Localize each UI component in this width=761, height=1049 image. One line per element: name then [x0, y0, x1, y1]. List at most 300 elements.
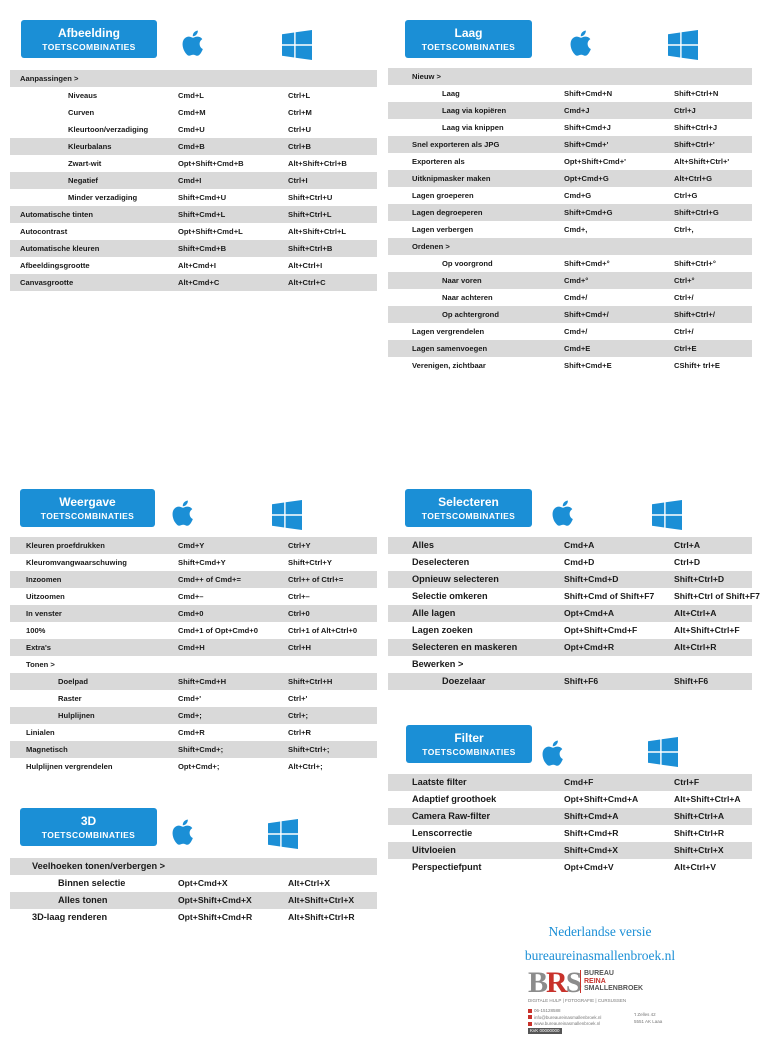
shortcut-label: Doelpad: [58, 677, 88, 686]
shortcut-label: Tonen >: [26, 660, 55, 669]
shortcut-label: Aanpassingen >: [20, 74, 79, 83]
section-title: Selecteren: [438, 495, 499, 509]
mac-shortcut: Shift+Cmd+G: [564, 208, 613, 217]
section-filter: [388, 725, 752, 876]
section-selecteren: [388, 489, 760, 690]
shortcut-row: [10, 155, 377, 172]
windows-shortcut: Alt+Ctrl+R: [674, 642, 717, 652]
mac-shortcut: Shift+Cmd+A: [564, 811, 619, 821]
shortcut-label: Automatische kleuren: [20, 244, 100, 253]
shortcut-row: [388, 68, 752, 85]
shortcut-label: Selecteren en maskeren: [412, 642, 518, 652]
shortcut-label: Veelhoeken tonen/verbergen >: [32, 861, 166, 871]
apple-logo-icon: [170, 499, 194, 527]
windows-shortcut: Shift+Ctrl+U: [288, 193, 333, 202]
shortcut-row: [388, 622, 752, 639]
windows-shortcut: Ctrl+U: [288, 125, 311, 134]
shortcut-row: [10, 274, 377, 291]
windows-shortcut: Shift+Ctrl+D: [674, 574, 725, 584]
shortcut-label: Extra's: [26, 643, 52, 652]
section-badge: [20, 808, 157, 846]
mac-shortcut: Shift+Cmd+B: [178, 244, 227, 253]
shortcut-label: Uitzoomen: [26, 592, 65, 601]
windows-shortcut: Ctrl+0: [288, 609, 310, 618]
shortcut-row: [10, 223, 377, 240]
shortcut-row: [10, 537, 377, 554]
windows-shortcut: Ctrl+L: [288, 91, 311, 100]
shortcut-row: [10, 690, 377, 707]
section-badge: [406, 725, 532, 763]
shortcut-label: Canvasgrootte: [20, 278, 74, 287]
shortcut-row: [388, 272, 752, 289]
mac-shortcut: Opt+Shift+Cmd+A: [564, 794, 639, 804]
windows-shortcut: Shift+F6: [674, 676, 709, 686]
windows-shortcut: Ctrl+': [288, 694, 308, 703]
windows-shortcut: Alt+Ctrl+A: [674, 608, 717, 618]
windows-shortcut: Shift+Ctrl+/: [674, 310, 715, 319]
shortcut-table: [388, 774, 752, 876]
windows-shortcut: Shift+Ctrl+X: [674, 845, 724, 855]
shortcut-label: Lagen samenvoegen: [412, 344, 488, 353]
section-subtitle: TOETSCOMBINATIES: [40, 511, 135, 521]
windows-shortcut: Ctrl+M: [288, 108, 312, 117]
shortcut-row: [388, 289, 752, 306]
shortcut-label: Autocontrast: [20, 227, 68, 236]
windows-shortcut: Alt+Ctrl+;: [288, 762, 323, 771]
shortcut-table: [10, 70, 377, 291]
mac-shortcut: Cmd+Y: [178, 541, 205, 550]
shortcut-label: Kleurtoon/verzadiging: [68, 125, 149, 134]
mac-shortcut: Shift+Cmd+': [564, 140, 609, 149]
mac-shortcut: Shift+F6: [564, 676, 599, 686]
section-badge: [405, 489, 532, 527]
windows-shortcut: Ctrl+D: [674, 557, 701, 567]
shortcut-row: [388, 537, 752, 554]
mac-shortcut: Shift+Cmd+E: [564, 361, 612, 370]
shortcut-label: Minder verzadiging: [68, 193, 138, 202]
windows-logo-icon: [652, 500, 682, 530]
shortcut-row: [10, 673, 377, 690]
windows-shortcut: Ctrl+H: [288, 643, 311, 652]
shortcut-row: [388, 340, 752, 357]
shortcut-row: [388, 306, 752, 323]
shortcut-label: Deselecteren: [412, 557, 470, 567]
section-title: 3D: [80, 814, 97, 828]
shortcut-label: Bewerken >: [412, 659, 464, 669]
windows-shortcut: Ctrl+G: [674, 191, 698, 200]
windows-shortcut: Alt+Ctrl+G: [674, 174, 712, 183]
mac-shortcut: Opt+Shift+Cmd+X: [178, 895, 252, 905]
windows-shortcut: Ctrl+/: [674, 293, 694, 302]
shortcut-table: [10, 537, 377, 775]
windows-shortcut: Ctrl+–: [288, 592, 310, 601]
shortcut-label: Alles: [412, 540, 434, 550]
shortcut-row: [10, 554, 377, 571]
apple-logo-icon: [180, 29, 204, 57]
shortcut-label: Laatste filter: [412, 777, 467, 787]
windows-shortcut: Shift+Ctrl+B: [288, 244, 333, 253]
windows-shortcut: Alt+Shift+Ctrl+B: [288, 159, 347, 168]
shortcut-label: Raster: [58, 694, 82, 703]
globe-icon: [528, 1022, 532, 1026]
windows-shortcut: Shift+Ctrl+°: [674, 259, 716, 268]
shortcut-label: Kleurbalans: [68, 142, 112, 151]
shortcut-label: Uitvloeien: [412, 845, 456, 855]
shortcut-row: [388, 639, 752, 656]
shortcut-row: [388, 571, 752, 588]
windows-shortcut: Shift+Ctrl+L: [288, 210, 332, 219]
mac-shortcut: Shift+Cmd of Shift+F7: [564, 591, 655, 601]
brand-name-line: REINA: [584, 977, 606, 985]
shortcut-row: [388, 842, 752, 859]
brand-mark: BRS: [528, 966, 581, 999]
shortcut-label: Verenigen, zichtbaar: [412, 361, 486, 370]
mac-shortcut: Cmd+M: [178, 108, 206, 117]
shortcut-label: Afbeeldingsgrootte: [20, 261, 90, 270]
windows-shortcut: Ctrl+E: [674, 344, 697, 353]
shortcut-row: [388, 808, 752, 825]
shortcut-label: 100%: [26, 626, 46, 635]
shortcut-label: Hulplijnen: [58, 711, 95, 720]
section-title: Laag: [454, 26, 483, 40]
mac-shortcut: Opt+Cmd+R: [564, 642, 615, 652]
mac-shortcut: Cmd+/: [564, 293, 588, 302]
shortcut-row: [10, 206, 377, 223]
windows-shortcut: Shift+Ctrl+A: [674, 811, 725, 821]
windows-shortcut: Alt+Ctrl+V: [674, 862, 717, 872]
mac-shortcut: Cmd+I: [178, 176, 202, 185]
brand-name-line: BUREAU: [584, 970, 614, 977]
mac-shortcut: Cmd+/: [564, 327, 588, 336]
shortcut-label: Negatief: [68, 176, 98, 185]
section-title: Weergave: [59, 495, 116, 509]
phone-number: 06-15128588: [534, 1008, 561, 1013]
mac-shortcut: Shift+Cmd+Y: [178, 558, 226, 567]
shortcut-row: [388, 859, 752, 876]
shortcut-row: [10, 70, 377, 87]
shortcut-label: Inzoomen: [26, 575, 62, 584]
shortcut-label: Lagen verbergen: [412, 225, 474, 234]
shortcut-row: [10, 858, 377, 875]
mac-shortcut: Cmd+D: [564, 557, 595, 567]
section-badge: [21, 20, 157, 58]
windows-shortcut: Ctrl+Y: [288, 541, 311, 550]
mac-shortcut: Shift+Cmd+J: [564, 123, 611, 132]
shortcut-row: [10, 707, 377, 724]
footer: [500, 920, 700, 968]
windows-shortcut: Ctrl+1 of Alt+Ctrl+0: [288, 626, 358, 635]
shortcut-table: [10, 858, 377, 926]
mac-shortcut: Cmd+U: [178, 125, 205, 134]
section-weergave: [10, 489, 377, 775]
shortcut-row: [10, 758, 377, 775]
shortcut-label: Kleuren proefdrukken: [26, 541, 105, 550]
shortcut-label: Perspectiefpunt: [412, 862, 482, 872]
apple-logo-icon: [550, 499, 574, 527]
phone-icon: [528, 1009, 532, 1013]
section-badge: [20, 489, 155, 527]
windows-shortcut: Shift+Ctrl+Y: [288, 558, 332, 567]
web-address[interactable]: www.bureaureinasmallenbroek.nl: [534, 1021, 601, 1026]
apple-logo-icon: [170, 818, 194, 846]
windows-shortcut: Ctrl++ of Ctrl+=: [288, 575, 344, 584]
shortcut-row: [388, 791, 752, 808]
mac-shortcut: Cmd+R: [178, 728, 205, 737]
windows-shortcut: Shift+Ctrl+N: [674, 89, 719, 98]
windows-shortcut: Shift+Ctrl+;: [288, 745, 330, 754]
shortcut-label: Linialen: [26, 728, 55, 737]
mac-shortcut: Cmd+,: [564, 225, 588, 234]
shortcut-label: Naar voren: [442, 276, 482, 285]
shortcut-row: [10, 571, 377, 588]
shortcut-row: [388, 170, 752, 187]
shortcut-label: Hulplijnen vergrendelen: [26, 762, 113, 771]
windows-shortcut: Alt+Shift+Ctrl+L: [288, 227, 347, 236]
mac-shortcut: Cmd+B: [178, 142, 205, 151]
windows-shortcut: Ctrl+°: [674, 276, 695, 285]
shortcut-row: [10, 257, 377, 274]
shortcut-row: [388, 673, 752, 690]
windows-shortcut: Alt+Ctrl+X: [288, 878, 331, 888]
windows-shortcut: Shift+Ctrl+R: [674, 828, 725, 838]
shortcut-label: Naar achteren: [442, 293, 493, 302]
shortcut-label: Lenscorrectie: [412, 828, 473, 838]
windows-shortcut: Ctrl+;: [288, 711, 309, 720]
shortcut-row: [10, 121, 377, 138]
section-subtitle: TOETSCOMBINATIES: [421, 511, 516, 521]
mac-shortcut: Opt+Cmd+V: [564, 862, 614, 872]
mac-shortcut: Opt+Cmd+X: [178, 878, 228, 888]
shortcut-row: [10, 892, 377, 909]
mac-shortcut: Cmd+°: [564, 276, 589, 285]
kvk-line: [528, 1028, 601, 1035]
section-subtitle: TOETSCOMBINATIES: [41, 830, 136, 840]
address-line: 't Zelles 42: [634, 1012, 656, 1017]
windows-shortcut: CShift+ trl+E: [674, 361, 720, 370]
shortcut-label: In venster: [26, 609, 62, 618]
shortcut-row: [388, 825, 752, 842]
windows-shortcut: Shift+Ctrl+': [674, 140, 715, 149]
shortcut-label: Op voorgrond: [442, 259, 493, 268]
shortcut-row: [10, 138, 377, 155]
mac-shortcut: Opt+Cmd+;: [178, 762, 220, 771]
windows-logo-icon: [272, 500, 302, 530]
windows-shortcut: Shift+Ctrl+J: [674, 123, 718, 132]
shortcut-label: Kleuromvangwaarschuwing: [26, 558, 127, 567]
shortcut-label: 3D-laag renderen: [32, 912, 108, 922]
shortcut-row: [388, 588, 760, 605]
shortcut-label: Laag via kopiëren: [442, 106, 507, 115]
section-title: Afbeelding: [58, 26, 120, 40]
shortcut-label: Niveaus: [68, 91, 98, 100]
section-3d: [10, 808, 377, 926]
shortcut-label: Exporteren als: [412, 157, 465, 166]
shortcut-label: Camera Raw-filter: [412, 811, 491, 821]
windows-shortcut: Ctrl+F: [674, 777, 700, 787]
shortcut-row: [388, 554, 752, 571]
brand-name-line: SMALLENBROEK: [584, 985, 644, 993]
shortcut-label: Lagen vergrendelen: [412, 327, 485, 336]
apple-logo-icon: [540, 739, 564, 767]
email-address[interactable]: info@bureaureinasmallenbroek.nl: [534, 1014, 602, 1020]
mac-shortcut: Cmd+G: [564, 191, 592, 200]
apple-logo-icon: [568, 29, 592, 57]
version-label: Nederlandse versie: [548, 924, 652, 939]
windows-shortcut: Alt+Shift+Ctrl+R: [288, 912, 355, 922]
shortcut-label: Op achtergrond: [442, 310, 499, 319]
shortcut-label: Opnieuw selecteren: [412, 574, 499, 584]
mac-shortcut: Cmd+A: [564, 540, 595, 550]
section-subtitle: TOETSCOMBINATIES: [421, 42, 516, 52]
section-subtitle: TOETSCOMBINATIES: [422, 747, 516, 757]
shortcut-label: Binnen selectie: [58, 878, 126, 888]
shortcut-row: [388, 136, 752, 153]
mac-shortcut: Alt+Cmd+I: [178, 261, 216, 270]
mac-shortcut: Cmd+J: [564, 106, 590, 115]
shortcut-row: [388, 153, 752, 170]
mail-icon: [528, 1015, 532, 1019]
shortcut-row: [10, 87, 377, 104]
shortcut-row: [388, 204, 752, 221]
mac-shortcut: Shift+Cmd+R: [564, 828, 619, 838]
mac-shortcut: Shift+Cmd+X: [564, 845, 618, 855]
shortcut-row: [388, 323, 752, 340]
windows-shortcut: Ctrl+,: [674, 225, 694, 234]
shortcut-row: [10, 656, 377, 673]
shortcut-label: Alle lagen: [412, 608, 456, 618]
address: [634, 1012, 662, 1025]
shortcut-row: [388, 656, 752, 673]
shortcut-label: Doezelaar: [442, 676, 486, 686]
shortcut-row: [10, 588, 377, 605]
mac-shortcut: Shift+Cmd+D: [564, 574, 619, 584]
shortcut-row: [388, 85, 752, 102]
mac-shortcut: Cmd+E: [564, 344, 591, 353]
windows-logo-icon: [282, 30, 312, 60]
shortcut-row: [10, 724, 377, 741]
windows-shortcut: Alt+Shift+Ctrl+A: [674, 794, 741, 804]
shortcut-label: Selectie omkeren: [412, 591, 488, 601]
mac-shortcut: Opt+Cmd+A: [564, 608, 615, 618]
mac-shortcut: Shift+Cmd+U: [178, 193, 227, 202]
windows-logo-icon: [268, 819, 298, 849]
shortcut-row: [10, 189, 377, 206]
brand-tagline: DIGITALE HULP | FOTOGRAFIE | CURSUSSEN: [528, 998, 627, 1003]
kvk-number: KvK 00000000: [530, 1027, 560, 1033]
shortcut-table: [388, 68, 752, 374]
mac-shortcut: Shift+Cmd+L: [178, 210, 226, 219]
windows-shortcut: Ctrl+R: [288, 728, 311, 737]
mac-shortcut: Shift+Cmd+N: [564, 89, 613, 98]
shortcut-row: [388, 102, 752, 119]
shortcut-row: [388, 255, 752, 272]
mac-shortcut: Cmd+L: [178, 91, 204, 100]
shortcut-label: Lagen groeperen: [412, 191, 474, 200]
brand-logo: [528, 968, 678, 1004]
windows-shortcut: Ctrl+A: [674, 540, 701, 550]
contact-info: [528, 1008, 601, 1034]
shortcut-row: [10, 240, 377, 257]
shortcut-row: [10, 622, 377, 639]
windows-shortcut: Ctrl+B: [288, 142, 311, 151]
shortcut-label: Ordenen >: [412, 242, 450, 251]
windows-logo-icon: [668, 30, 698, 60]
section-badge: [405, 20, 532, 58]
mac-shortcut: Opt+Shift+Cmd+L: [178, 227, 243, 236]
shortcut-label: Adaptief groothoek: [412, 794, 497, 804]
mac-shortcut: Shift+Cmd+;: [178, 745, 224, 754]
windows-shortcut: Alt+Shift+Ctrl+X: [288, 895, 355, 905]
shortcut-label: Magnetisch: [26, 745, 68, 754]
mac-shortcut: Cmd+0: [178, 609, 204, 618]
shortcut-row: [10, 875, 377, 892]
shortcut-row: [10, 605, 377, 622]
shortcut-table: [388, 537, 760, 690]
mac-shortcut: Shift+Cmd+°: [564, 259, 610, 268]
mac-shortcut: Opt+Cmd+G: [564, 174, 609, 183]
shortcut-label: Snel exporteren als JPG: [412, 140, 500, 149]
shortcut-row: [388, 187, 752, 204]
shortcut-label: Curven: [68, 108, 95, 117]
shortcut-label: Nieuw >: [412, 72, 441, 81]
shortcut-row: [10, 104, 377, 121]
mac-shortcut: Opt+Shift+Cmd+': [564, 157, 626, 166]
windows-shortcut: Ctrl+I: [288, 176, 308, 185]
shortcut-row: [388, 221, 752, 238]
windows-shortcut: Ctrl+J: [674, 106, 696, 115]
mac-shortcut: Shift+Cmd+H: [178, 677, 227, 686]
windows-logo-icon: [648, 737, 678, 767]
mac-shortcut: Opt+Shift+Cmd+R: [178, 912, 253, 922]
shortcut-label: Lagen zoeken: [412, 625, 473, 635]
mac-shortcut: Cmd+;: [178, 711, 202, 720]
section-afbeelding: [10, 20, 377, 291]
mac-shortcut: Cmd+–: [178, 592, 204, 601]
shortcut-row: [10, 172, 377, 189]
mac-shortcut: Opt+Shift+Cmd+B: [178, 159, 244, 168]
mac-shortcut: Cmd+': [178, 694, 202, 703]
shortcut-row: [388, 774, 752, 791]
section-laag: [388, 20, 752, 374]
shortcut-row: [388, 605, 752, 622]
shortcut-row: [10, 639, 377, 656]
mac-shortcut: Shift+Cmd+/: [564, 310, 609, 319]
brand-name: [580, 970, 643, 993]
website-link[interactable]: bureaureinasmallenbroek.nl: [524, 948, 676, 963]
shortcut-label: Alles tonen: [58, 895, 108, 905]
windows-shortcut: Shift+Ctrl+H: [288, 677, 333, 686]
shortcut-label: Uitknipmasker maken: [412, 174, 491, 183]
shortcut-label: Lagen degroeperen: [412, 208, 483, 217]
mac-shortcut: Alt+Cmd+C: [178, 278, 220, 287]
mac-shortcut: Cmd+1 of Opt+Cmd+0: [178, 626, 258, 635]
windows-shortcut: Shift+Ctrl+G: [674, 208, 719, 217]
windows-shortcut: Alt+Ctrl+C: [288, 278, 326, 287]
shortcut-row: [10, 909, 377, 926]
mac-shortcut: Cmd+F: [564, 777, 594, 787]
mac-shortcut: Cmd+H: [178, 643, 205, 652]
shortcut-row: [388, 119, 752, 136]
mac-shortcut: Cmd++ of Cmd+=: [178, 575, 241, 584]
address-line: 5551 AK Laaa: [634, 1018, 663, 1024]
windows-shortcut: Ctrl+/: [674, 327, 694, 336]
windows-shortcut: Shift+Ctrl of Shift+F7: [674, 591, 760, 601]
shortcut-label: Laag: [442, 89, 460, 98]
windows-shortcut: Alt+Shift+Ctrl+F: [674, 625, 740, 635]
shortcut-label: Zwart-wit: [68, 159, 102, 168]
windows-shortcut: Alt+Ctrl+I: [288, 261, 323, 270]
shortcut-row: [10, 741, 377, 758]
